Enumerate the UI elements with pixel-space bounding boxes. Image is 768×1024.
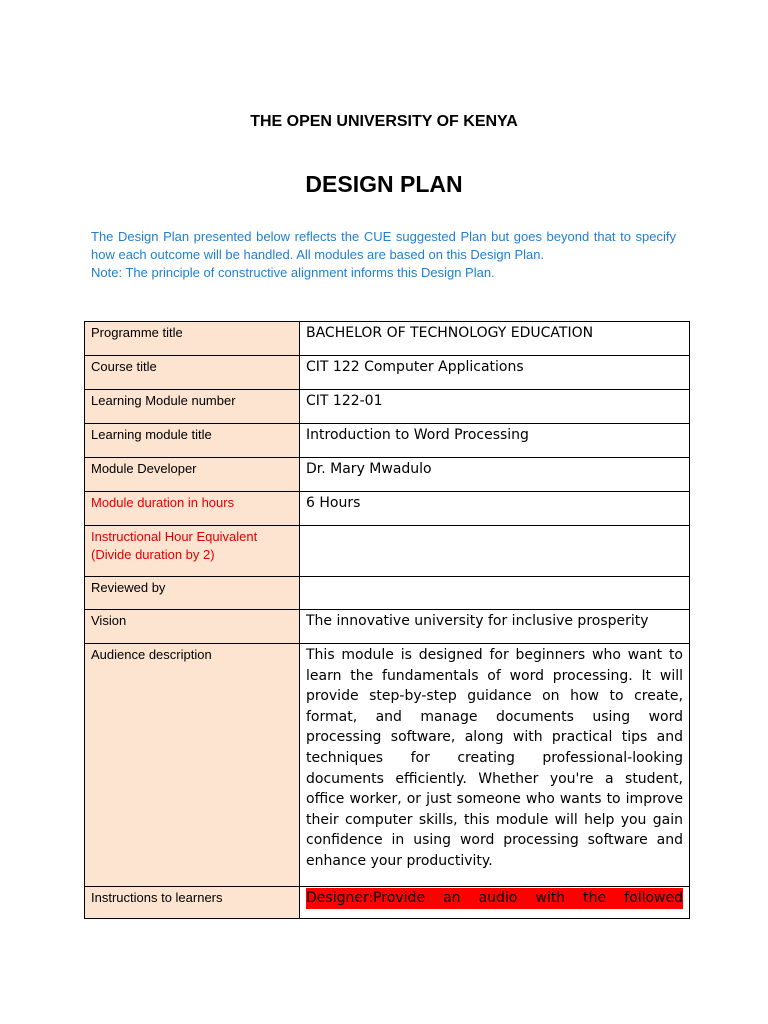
row-label: Reviewed by: [85, 577, 300, 610]
row-value: CIT 122-01: [300, 390, 690, 424]
table-row-course-title: [85, 356, 690, 390]
row-label: Vision: [85, 610, 300, 644]
row-value: This module is designed for beginners who want to learn the fundamentals of word processing. It will provide step-by-step guidance on how to create, format, and manage documents using word processing software, along with practical tips and techniques for creating professional-looking documents efficiently. Whether you're a student, office worker, or just someone who wants to improve their computer skills, this module will help you gain confidence in using word processing software and enhance your productivity.: [300, 644, 690, 887]
row-label: Learning Module number: [85, 390, 300, 424]
intro-section: [91, 228, 676, 282]
table-row-programme-title: [85, 322, 690, 356]
row-value: [300, 577, 690, 610]
row-label: Instructions to learners: [85, 887, 300, 919]
table-row-audience-description: [85, 644, 690, 887]
table-row-module-title: [85, 424, 690, 458]
table-row-reviewed-by: [85, 577, 690, 610]
row-label: Course title: [85, 356, 300, 390]
row-value: Introduction to Word Processing: [300, 424, 690, 458]
row-label: Module duration in hours: [85, 492, 300, 526]
row-value: CIT 122 Computer Applications: [300, 356, 690, 390]
university-name: THE OPEN UNIVERSITY OF KENYA: [250, 113, 518, 130]
design-plan-table: [84, 321, 690, 919]
row-value: 6 Hours: [300, 492, 690, 526]
row-value: BACHELOR OF TECHNOLOGY EDUCATION: [300, 322, 690, 356]
table-row-module-number: [85, 390, 690, 424]
table-row-module-duration: [85, 492, 690, 526]
row-label: Learning module title: [85, 424, 300, 458]
row-label: Programme title: [85, 322, 300, 356]
table-row-module-developer: [85, 458, 690, 492]
document-title: DESIGN PLAN: [305, 171, 463, 197]
designer-note-highlight: Designer:Provide an audio with the followed: [306, 888, 683, 909]
table-row-instructions: [85, 887, 690, 919]
row-value: [300, 887, 690, 919]
table-row-vision: [85, 610, 690, 644]
row-label: Audience description: [85, 644, 300, 887]
table-row-instructional-hours: [85, 526, 690, 577]
row-label: Instructional Hour Equivalent (Divide duration by 2): [85, 526, 300, 577]
row-value: Dr. Mary Mwadulo: [300, 458, 690, 492]
row-value: The innovative university for inclusive prosperity: [300, 610, 690, 644]
row-label: Module Developer: [85, 458, 300, 492]
intro-paragraph: The Design Plan presented below reflects the CUE suggested Plan but goes beyond that to specify how each outcome will be handled. All modules are based on this Design Plan.: [91, 229, 676, 262]
row-value: [300, 526, 690, 577]
intro-note: Note: The principle of constructive alignment informs this Design Plan.: [91, 265, 495, 280]
